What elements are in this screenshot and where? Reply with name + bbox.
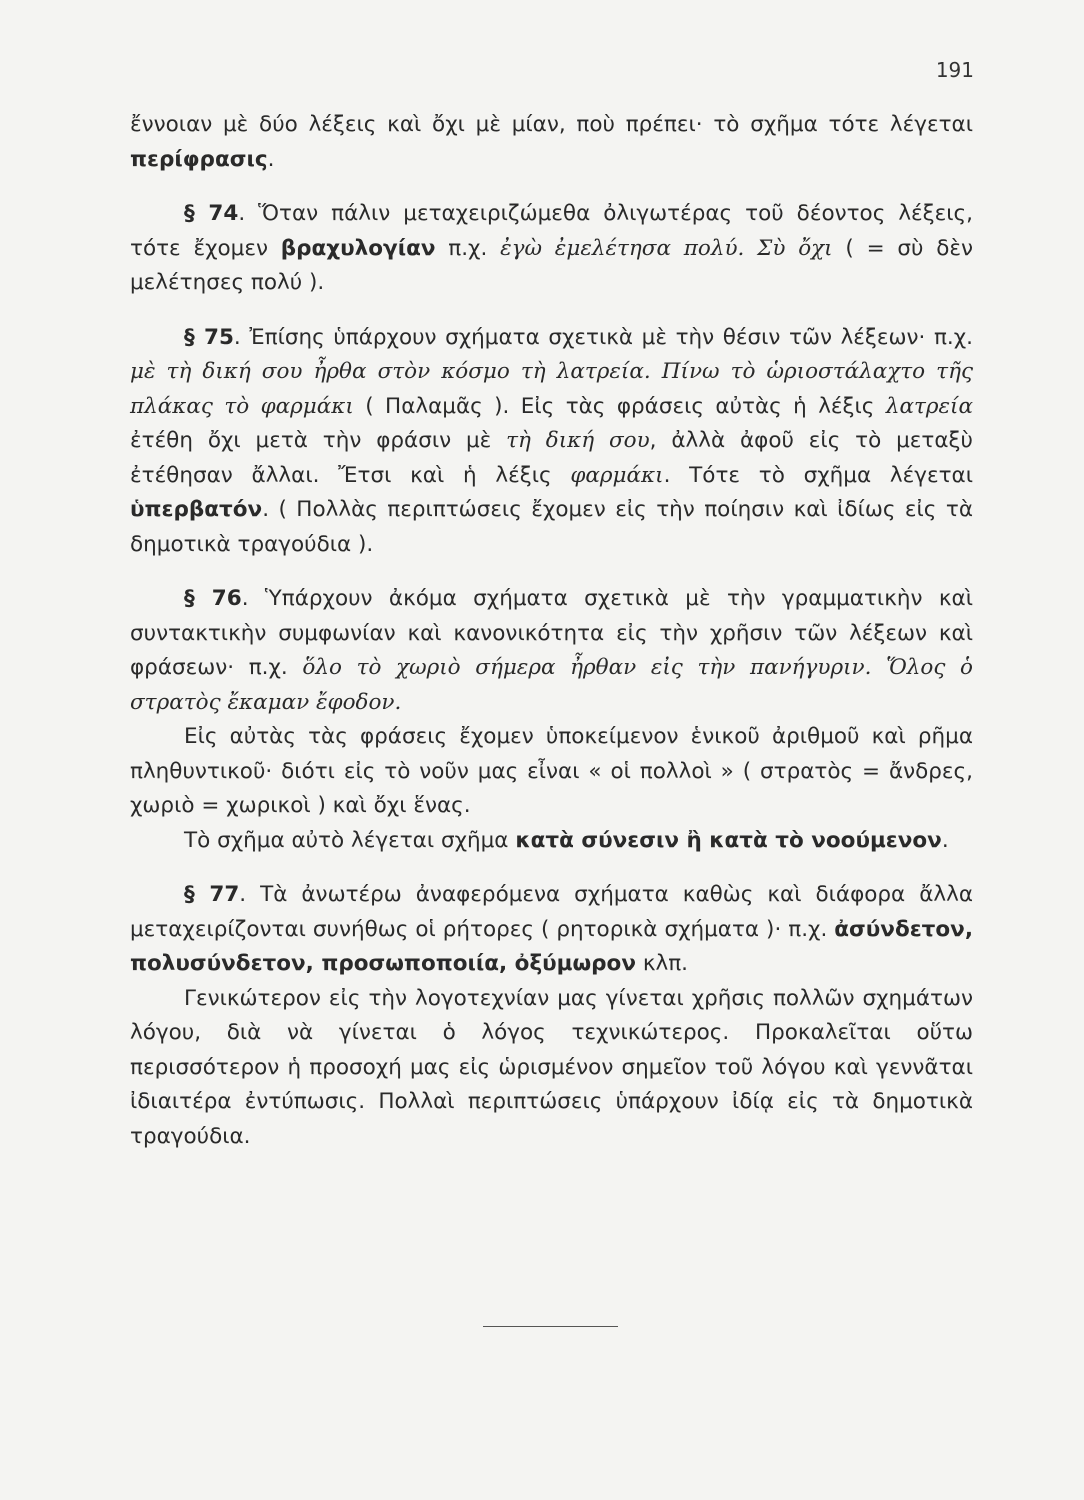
page-number: 191 [935, 58, 974, 82]
paragraph-periphrasis [130, 108, 973, 177]
example-italic: λατρεία [885, 393, 974, 419]
example-italic: φαρμάκι [570, 462, 664, 488]
text-run: κλπ. [635, 951, 688, 976]
text-run: ἔννοιαν μὲ δύο λέξεις καὶ ὄχι μὲ μίαν, ποὺ πρέπει· τὸ σχῆμα τότε λέγεται [130, 112, 973, 137]
text-run: . Τὰ ἀνωτέρω ἀναφερόμενα σχήματα καθὼς καὶ διάφορα ἄλλα μεταχειρίζονται συνήθως οἱ ρήτορες ( ρητορικὰ σχήματα )· π.χ. [130, 882, 973, 942]
section-76-paragraph-3 [130, 824, 973, 859]
example-italic: μὲ τὴ δική σου ἦρθα στὸν κόσμο τὴ λατρεία. Πίνω τὸ ὡριοστάλαχτο τῆς πλάκας τὸ φαρμάκι [130, 359, 973, 419]
example-italic: ὅλο τὸ χωριὸ σήμερα ἦρθαν εἰς τὴν πανήγυριν. Ὅλος ὁ στρατὸς ἔκαμαν ἔφοδον. [130, 655, 973, 715]
text-run: , ἀλλὰ ἀφοῦ εἰς τὸ μεταξὺ ἐτέθησαν ἄλλαι. Ἔτσι καὶ ἡ λέξις [130, 428, 973, 488]
text-run: . ( Πολλὰς περιπτώσεις ἔχομεν εἰς τὴν ποίησιν καὶ ἰδίως εἰς τὰ δημοτικὰ τραγούδια ). [130, 497, 973, 557]
term-hyperbaton: ὑπερβατόν [130, 497, 263, 522]
page-body [130, 108, 973, 1154]
section-number: § 75 [184, 324, 234, 350]
term-kata-synesin: κατὰ σύνεσιν ἢ κατὰ τὸ νοούμενον [515, 827, 942, 853]
section-number: § 76 [184, 586, 242, 611]
example-italic: ἐγὼ ἐμελέτησα πολύ. Σὺ ὄχι [500, 235, 833, 261]
section-77 [130, 878, 973, 982]
term-periphrasis: περίφρασις [130, 146, 268, 172]
text-run: π.χ. [435, 235, 501, 261]
section-74 [130, 197, 973, 301]
text-run: Τὸ σχῆμα αὐτὸ λέγεται σχῆμα [184, 827, 516, 853]
end-divider [483, 1326, 618, 1327]
section-76 [130, 582, 973, 720]
section-77-paragraph-2: Γενικώτερον εἰς τὴν λογοτεχνίαν μας γίνεται χρῆσις πολλῶν σχημάτων λόγου, διὰ νὰ γίνεται ὁ λόγος τεχνικώτερος. Προκαλεῖται οὕτω περισσότερον ἡ προσοχή μας εἰς ὡρισμένον σημεῖον τοῦ λόγου καὶ γεννᾶται ἰδιαιτέρα ἐντύπωσις. Πολλαὶ περιπτώσεις ὑπάρχουν ἰδίᾳ εἰς τὰ δημοτικὰ τραγούδια. [130, 985, 973, 1149]
term-rhetorical-figures: ἀσύνδετον, πολυσύνδετον, προσωποποιία, ὀξύμωρον [130, 916, 973, 976]
section-number: § 77 [184, 882, 240, 907]
text-run: . Ὑπάρχουν ἀκόμα σχήματα σχετικὰ μὲ τὴν γραμματικὴν καὶ συντακτικὴν συμφωνίαν καὶ κανονικότητα εἰς τὴν χρῆσιν τῶν λέξεων καὶ φράσεων· π.χ. [130, 586, 973, 680]
text-run: . Τότε τὸ σχῆμα λέγεται [663, 462, 973, 488]
example-italic: τὴ δική σου [506, 428, 650, 453]
text-run: . Ἐπίσης ὑπάρχουν σχήματα σχετικὰ μὲ τὴν θέσιν τῶν λέξεων· π.χ. [233, 324, 974, 350]
text-run: . Ὅταν πάλιν μεταχειριζώμεθα ὀλιγωτέρας τοῦ δέοντος λέξεις, τότε ἔχομεν [130, 201, 974, 261]
section-75 [130, 321, 973, 563]
section-number: § 74 [184, 201, 239, 226]
text-run: . [941, 827, 949, 853]
text-run: ( = σὺ δὲν μελέτησες πολύ ). [130, 235, 974, 295]
text-run: ἐτέθη ὄχι μετὰ τὴν φράσιν μὲ [130, 428, 507, 453]
term-brachylogy: βραχυλογίαν [280, 235, 436, 261]
text-run: . [267, 146, 275, 172]
text-run: ( Παλαμᾶς ). Εἰς τὰς φράσεις αὐτὰς ἡ λέξις [353, 393, 886, 419]
section-76-paragraph-2: Εἰς αὐτὰς τὰς φράσεις ἔχομεν ὑποκείμενον ἑνικοῦ ἀριθμοῦ καὶ ρῆμα πληθυντικοῦ· διότι εἰς τὸ νοῦν μας εἶναι « οἱ πολλοὶ » ( στρατὸς = ἄνδρες, χωριὸ = χωρικοὶ ) καὶ ὄχι ἕνας. [130, 724, 973, 818]
